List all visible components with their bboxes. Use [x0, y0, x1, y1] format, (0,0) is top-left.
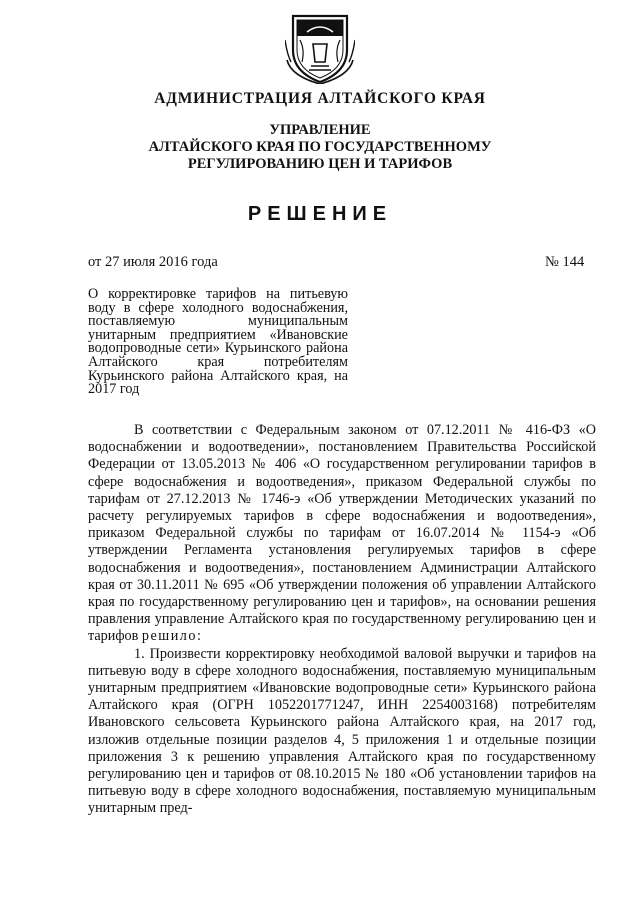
document-subject: О корректировке тарифов на питьевую воду в сфере холодного водоснабжения, поставляемую муниципальным унитарным предприятием «Ивановские водопроводные сети» Курьинского района Алтайского края потребителям Курьинского района Алтайского края, на 2017 год — [88, 286, 348, 398]
administration-title: АДМИНИСТРАЦИЯ АЛТАЙСКОГО КРАЯ — [154, 90, 486, 107]
document-date: от 27 июля 2016 года — [88, 254, 218, 270]
coat-of-arms-icon — [285, 10, 355, 84]
body-paragraph — [88, 422, 596, 646]
department-title — [0, 122, 640, 173]
decided-word: решило — [141, 628, 197, 645]
paragraph-end: : — [196, 628, 201, 645]
document-body — [88, 422, 596, 818]
department-title-line: АЛТАЙСКОГО КРАЯ ПО ГОСУДАРСТВЕННОМУ — [148, 139, 492, 155]
body-paragraph: 1. Произвести корректировку необходимой валовой выручки и тарифов на питьевую воду в сфере холодного водоснабжения, поставляемую муниципальным унитарным предприятием «Ивановские водопроводные сети» Курьинского района Алтайского края (ОГРН 1052201771247, ИНН 2254003168) потребителям Ивановского сельсовета Курьинского района Алтайского края, на 2017 год, изложив отдельные позиции разделов 4, 5 приложения 1 и отдельные позиции приложения 3 к решению управления Алтайского края по государственному регулированию цен и тарифов от 08.10.2015 № 180 «Об установлении тарифов на питьевую воду в сфере холодного водоснабжения, поставляемую муниципальным унитарным пред- — [88, 645, 596, 817]
paragraph-text: В соответствии с Федеральным законом от 07.12.2011 № 416-ФЗ «О водоснабжении и водоотведении», постановлением Правительства Российской Федерации от 13.05.2013 № 406 «О государственном регулировании тарифов в сфере водоснабжения и водоотведения», приказом Федеральной службы по тарифам от 27.12.2013 № 1746-э «Об утверждении Методических указаний по расчету регулируемых тарифов в сфере водоснабжения и водоотведения», приказом Федеральной службы по тарифам от 16.07.2014 № 1154-э «Об утверждении Регламента установления регулируемых тарифов в сфере водоснабжения и водоотведения», постановлением Администрации Алтайского края от 30.11.2011 № 695 «Об утверждении положения об управлении Алтайского края по государственному регулированию цен и тарифов», на основании решения правления управление Алтайского края по государственному регулированию цен и тарифов — [88, 422, 596, 645]
document-number: № 144 — [545, 254, 585, 270]
department-title-line: УПРАВЛЕНИЕ — [269, 122, 371, 138]
document-type: РЕШЕНИЕ — [247, 203, 393, 225]
department-title-line: РЕГУЛИРОВАНИЮ ЦЕН И ТАРИФОВ — [187, 156, 453, 172]
